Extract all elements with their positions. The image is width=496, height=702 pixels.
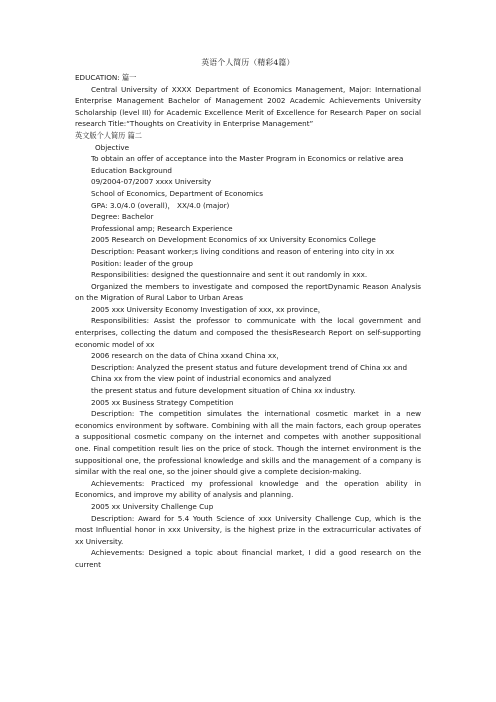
resume-line: To obtain an offer of acceptance into the Master Program in Economics or relative area (91, 154, 404, 164)
resume-line: 2005 Research on Development Economics of xx University Economics College (91, 235, 376, 245)
resume-paragraph: Achievements: Designed a topic about financial market, I did a good research on the current (75, 548, 421, 569)
resume-paragraph: Organized the members to investigate and composed the reportDynamic Reason Analysis on the Migration of Rural Labor to Urban Areas (75, 281, 421, 303)
resume-paragraph: Responsibilities: Assist the professor to communicate with the local government and enterprises, collecting the datum and composed the thesisResearch Report on self-supporting economic model of xx (75, 316, 421, 349)
objective-heading: Objective (95, 142, 130, 152)
resume-paragraph: Achievements: Practiced my professional knowledge and the operation ability in Economics, and improve my ability of analysis and planning. (75, 478, 421, 500)
resume-line: 2005 xxx University Economy Investigation of xxx, xx province， (91, 304, 325, 314)
resume-line: Position: leader of the group (91, 258, 193, 268)
resume-line: Responsibilities: designed the questionnaire and sent it out randomly in xxx. (91, 270, 368, 280)
document-title: 英语个人简历（精彩4篇） (201, 58, 295, 67)
resume-line: Description: Peasant worker;s living conditions and reason of entering into city in xx (91, 246, 395, 256)
resume-line: Professional amp; Research Experience (91, 223, 233, 233)
education-heading: EDUCATION: 篇一 (75, 73, 137, 82)
resume-paragraph: Description: The competition simulates the international cosmetic market in a new economics environment by software. Combining with all the main factors, each group operates a suppositional cosmetic company on the internet and competes with another suppositional one. Final competition result lies on the price of stock. Though the internet environment is the suppositional one, the professional knowledge and skills and the management of a company is similar with the real one, so the joiner should give a complete decision-making. (75, 409, 421, 477)
resume-line: 2005 xx University Challenge Cup (91, 501, 214, 511)
resume-line: 09/2004-07/2007 xxxx University (91, 177, 212, 187)
resume-line: China xx from the view point of industrial economics and analyzed (91, 374, 332, 384)
document-body (75, 72, 421, 571)
resume-line: Degree: Bachelor (91, 212, 154, 222)
resume-line: Description: Analyzed the present status and future development trend of China xx and (91, 362, 408, 372)
resume-line: GPA: 3.0/4.0 (overall)， XX/4.0 (major) (91, 200, 230, 210)
resume-line: 2006 research on the data of China xxand China xx， (91, 351, 284, 361)
resume-line: Education Background (91, 165, 172, 175)
education-paragraph: Central University of XXXX Department of Economics Management, Major: International Enterprise Management Bachelor of Management 2002 Academic Achievements University Scholarship (level III) for Academic Excellence Merit of Excellence for Research Paper on social research Title:“Thoughts on Creativity in Enterprise Management” (75, 84, 421, 129)
resume-line: 2005 xx Business Strategy Competition (91, 397, 234, 407)
resume-line: the present status and future development situation of China xx industry. (91, 386, 356, 396)
resume-line: School of Economics, Department of Economics (91, 188, 263, 198)
resume-paragraph: Description: Award for 5.4 Youth Science of xxx University Challenge Cup, which is the most Influential honor in xxx University, is the highest prize in the extracurricular activates of xx University. (75, 513, 421, 546)
section-heading-2: 英文版个人简历 篇二 (75, 130, 142, 140)
